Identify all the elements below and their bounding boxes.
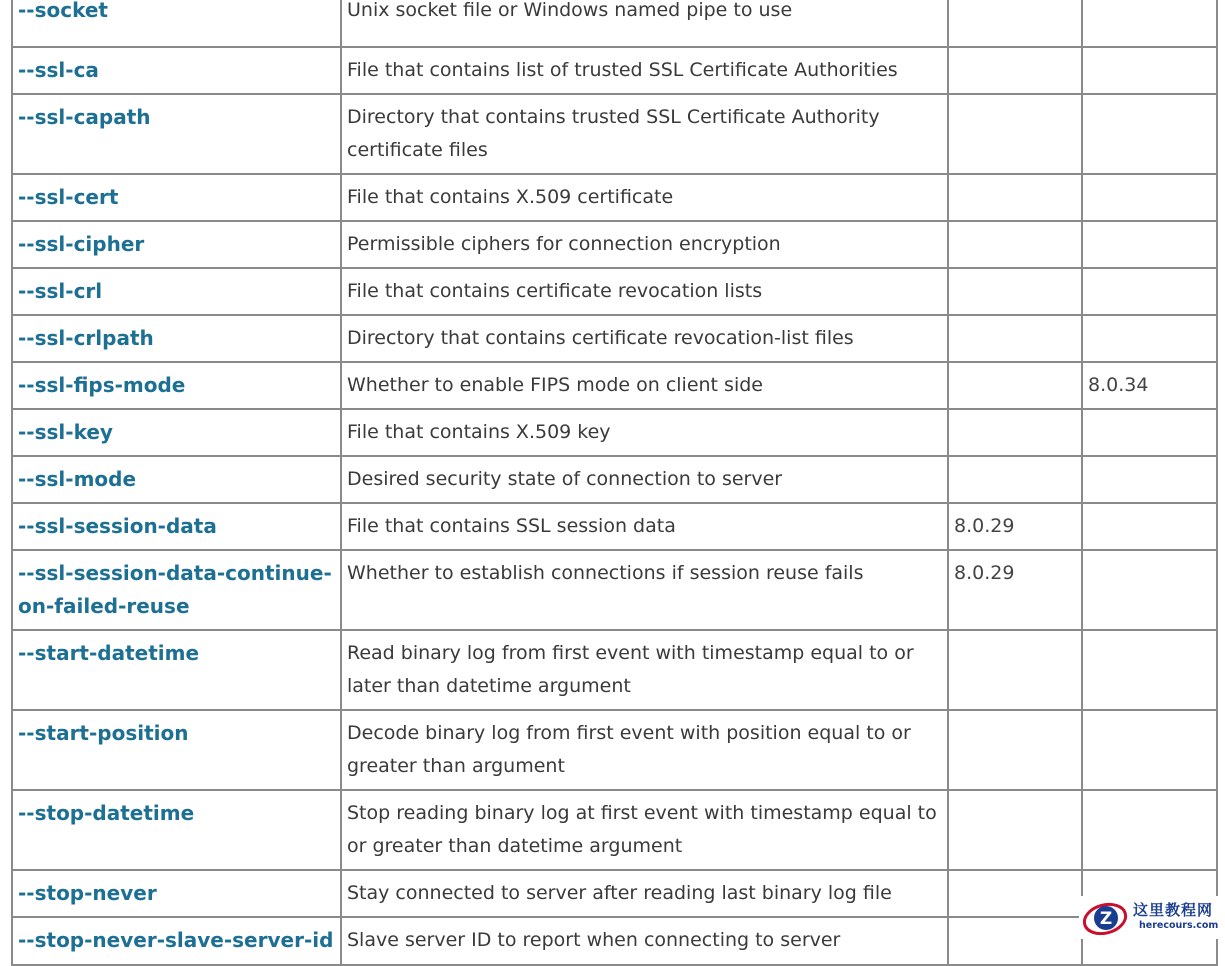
option-deprecated [1082,94,1217,174]
option-name-cell [12,917,341,965]
options-table-container [11,0,1219,966]
option-description: File that contains X.509 certificate [341,174,948,221]
option-deprecated [1082,503,1217,550]
logo-letter: Z [1099,909,1113,929]
option-name-link[interactable]: --ssl-cipher [18,232,145,256]
option-name-link[interactable]: --ssl-ca [18,58,99,82]
option-name-cell [12,221,341,268]
table-row [12,630,1217,710]
option-description: File that contains list of trusted SSL Certificate Authorities [341,47,948,94]
option-deprecated: 8.0.34 [1082,362,1217,409]
option-introduced [948,630,1082,710]
table-row [12,917,1217,965]
option-description: File that contains SSL session data [341,503,948,550]
table-row [12,0,1217,47]
option-name-link[interactable]: --start-position [18,721,189,745]
option-description: Whether to enable FIPS mode on client side [341,362,948,409]
option-name-link[interactable]: --ssl-session-data-continue-on-failed-reuse [18,561,332,618]
table-row [12,47,1217,94]
option-description: Directory that contains trusted SSL Certificate Authority certificate files [341,94,948,174]
option-name-cell [12,710,341,790]
option-name-link[interactable]: --ssl-crl [18,279,103,303]
option-name-cell [12,870,341,917]
option-name-link[interactable]: --stop-datetime [18,801,195,825]
option-name-cell [12,315,341,362]
option-introduced [948,362,1082,409]
option-name-link[interactable]: --ssl-cert [18,185,119,209]
option-deprecated [1082,550,1217,630]
option-description: Whether to establish connections if session reuse fails [341,550,948,630]
option-deprecated [1082,456,1217,503]
option-introduced [948,268,1082,315]
option-introduced [948,221,1082,268]
option-introduced: 8.0.29 [948,550,1082,630]
watermark-title: 这里教程网 [1133,901,1214,919]
option-name-cell [12,790,341,870]
table-row [12,870,1217,917]
table-row [12,790,1217,870]
option-deprecated [1082,710,1217,790]
option-description: Stop reading binary log at first event with timestamp equal to or greater than datetime argument [341,790,948,870]
option-description: Decode binary log from first event with position equal to or greater than argument [341,710,948,790]
option-introduced [948,0,1082,47]
option-description: Slave server ID to report when connecting to server [341,917,948,965]
option-name-cell [12,174,341,221]
table-row [12,710,1217,790]
option-introduced [948,174,1082,221]
watermark-url: herecours.com [1139,920,1219,931]
options-table-body [12,0,1217,965]
site-watermark [1079,896,1225,939]
option-name-link[interactable]: --ssl-crlpath [18,326,154,350]
option-introduced [948,47,1082,94]
option-description: Unix socket file or Windows named pipe to use [341,0,948,47]
option-name-link[interactable]: --ssl-session-data [18,514,217,538]
option-name-link[interactable]: --start-datetime [18,641,200,665]
option-introduced [948,315,1082,362]
option-name-cell [12,268,341,315]
option-deprecated [1082,409,1217,456]
table-row [12,456,1217,503]
option-description: Stay connected to server after reading last binary log file [341,870,948,917]
option-name-link[interactable]: --socket [18,0,108,22]
option-deprecated [1082,47,1217,94]
option-name-cell [12,409,341,456]
option-name-cell [12,456,341,503]
option-introduced [948,456,1082,503]
option-description: File that contains X.509 key [341,409,948,456]
option-deprecated [1082,268,1217,315]
table-row [12,409,1217,456]
option-introduced [948,409,1082,456]
option-name-cell [12,362,341,409]
option-name-link[interactable]: --ssl-capath [18,105,151,129]
option-name-cell [12,503,341,550]
option-description: Read binary log from first event with timestamp equal to or later than datetime argument [341,630,948,710]
option-introduced [948,870,1082,917]
option-description: Directory that contains certificate revocation-list files [341,315,948,362]
option-introduced [948,94,1082,174]
option-description: File that contains certificate revocation lists [341,268,948,315]
option-name-cell [12,0,341,47]
option-deprecated [1082,790,1217,870]
option-deprecated [1082,221,1217,268]
table-row [12,94,1217,174]
table-row [12,503,1217,550]
site-logo-icon [1081,899,1131,937]
option-name-cell [12,630,341,710]
option-name-link[interactable]: --ssl-mode [18,467,137,491]
option-introduced: 8.0.29 [948,503,1082,550]
option-name-cell [12,47,341,94]
option-name-link[interactable]: --stop-never-slave-server-id [18,928,334,952]
option-introduced [948,710,1082,790]
option-deprecated [1082,174,1217,221]
table-row [12,268,1217,315]
table-row [12,550,1217,630]
table-row [12,315,1217,362]
table-row [12,221,1217,268]
table-row [12,174,1217,221]
option-deprecated [1082,630,1217,710]
option-deprecated [1082,315,1217,362]
table-row [12,362,1217,409]
option-name-link[interactable]: --ssl-key [18,420,113,444]
option-description: Desired security state of connection to server [341,456,948,503]
option-deprecated [1082,0,1217,47]
option-name-cell [12,550,341,630]
options-table [11,0,1218,966]
option-name-link[interactable]: --ssl-fips-mode [18,373,186,397]
option-introduced [948,917,1082,965]
option-introduced [948,790,1082,870]
option-name-link[interactable]: --stop-never [18,881,157,905]
option-description: Permissible ciphers for connection encryption [341,221,948,268]
option-name-cell [12,94,341,174]
